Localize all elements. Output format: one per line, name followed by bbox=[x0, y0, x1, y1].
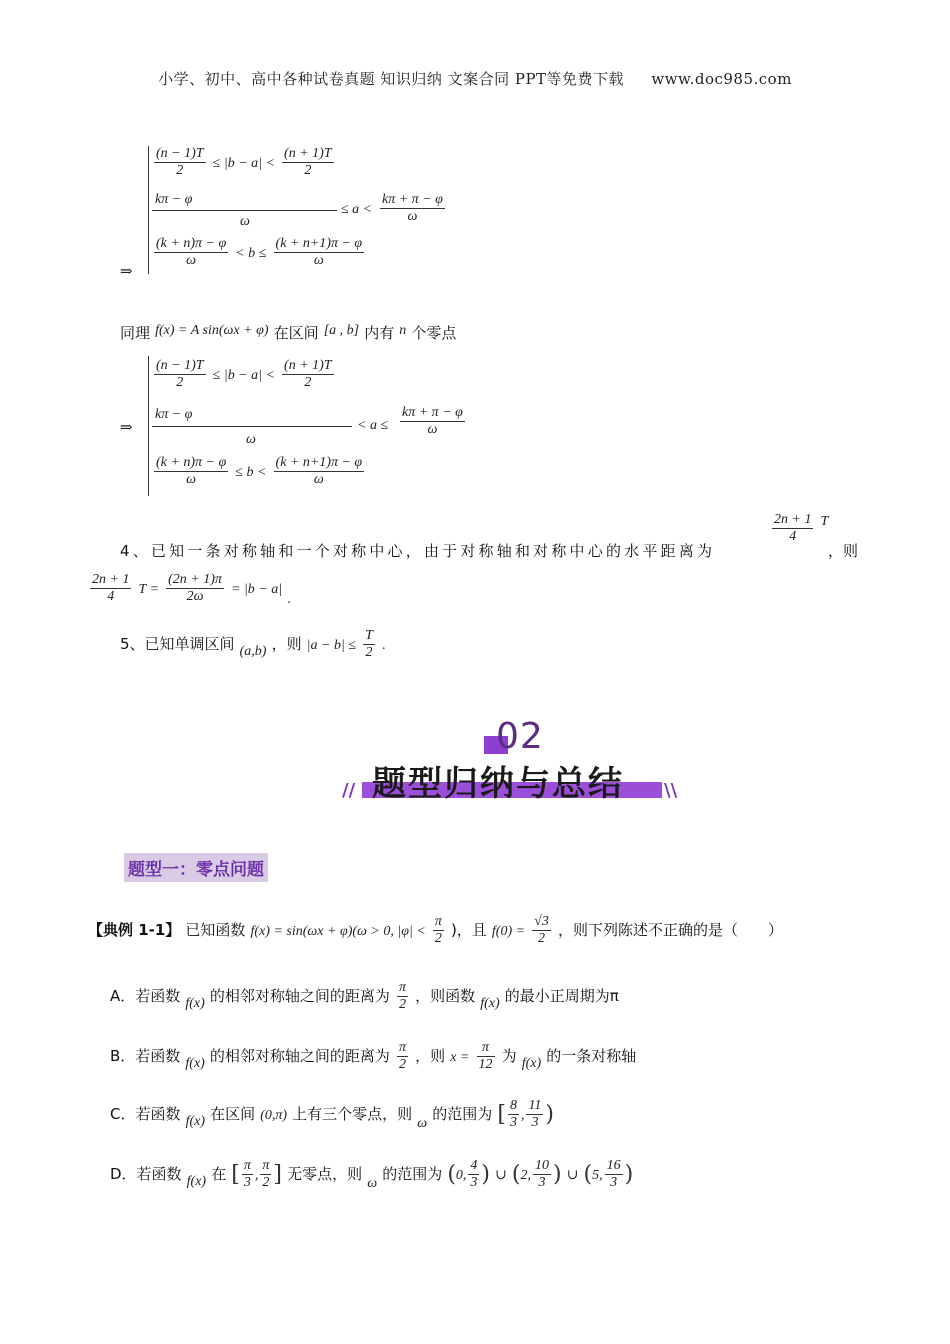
union-symbol: ∪ bbox=[566, 1168, 579, 1183]
interval: (a,b) bbox=[239, 644, 267, 659]
variable: ω bbox=[417, 1116, 428, 1131]
relation: < b ≤ bbox=[235, 246, 267, 261]
text: 的相邻对称轴之间的距离为 bbox=[209, 987, 390, 1005]
frac-num: (k + n)π − φ bbox=[156, 236, 227, 251]
text: ，则 bbox=[271, 635, 302, 653]
implies-arrow: ⇒ bbox=[120, 264, 133, 280]
row-2-num-a: kπ − φ bbox=[155, 192, 193, 207]
frac-den: 2 bbox=[304, 163, 312, 178]
frac-den: 2 bbox=[538, 931, 546, 946]
implies-arrow: ⇒ bbox=[120, 420, 133, 436]
frac-den: ω bbox=[427, 422, 438, 437]
row-2-den-a: ω bbox=[246, 432, 256, 447]
option-label: C．若函数 bbox=[110, 1105, 181, 1123]
frac-num: 2n + 1 bbox=[774, 512, 812, 527]
relation: = |b − a| bbox=[231, 582, 283, 597]
text: 同理 bbox=[120, 324, 151, 342]
frac-num: (n − 1)T bbox=[156, 146, 204, 161]
text: 内有 bbox=[364, 324, 395, 342]
text: 无零点，则 bbox=[287, 1165, 363, 1183]
brace-left bbox=[148, 146, 149, 274]
frac-num: √3 bbox=[534, 914, 549, 929]
text: ，则 bbox=[415, 1047, 446, 1065]
frac-num: π bbox=[477, 1040, 495, 1057]
frac-den: 3 bbox=[531, 1115, 539, 1130]
frac-num: 2n + 1 bbox=[92, 572, 130, 587]
period: . bbox=[287, 592, 291, 607]
frac-num: 10 bbox=[535, 1158, 550, 1173]
header-site: www.doc985.com bbox=[651, 70, 792, 88]
frac-num: 16 bbox=[606, 1158, 621, 1173]
formula: f(x) bbox=[185, 1056, 205, 1071]
row-1 bbox=[152, 146, 336, 179]
frac-num: (k + n)π − φ bbox=[156, 455, 227, 470]
item-5 bbox=[120, 628, 385, 661]
text: 的一条对称轴 bbox=[546, 1047, 637, 1065]
frac-den: 2 bbox=[262, 1175, 270, 1190]
frac-line bbox=[152, 426, 352, 427]
option-b[interactable] bbox=[110, 1040, 636, 1073]
formula: f(x) = A sin(ωx + φ) bbox=[155, 323, 269, 338]
frac-num: T bbox=[365, 628, 373, 643]
item-4-frac bbox=[770, 512, 828, 545]
text: 为 bbox=[501, 1047, 517, 1065]
frac-num: 11 bbox=[528, 1098, 542, 1113]
frac-num: 4 bbox=[470, 1158, 478, 1173]
slash-decoration-left: // bbox=[342, 780, 356, 801]
option-label: A．若函数 bbox=[110, 987, 181, 1005]
frac-num: π bbox=[399, 980, 407, 995]
example-label: 【典例 1-1】 bbox=[88, 921, 181, 939]
text: 个零点 bbox=[411, 324, 457, 342]
text: 在 bbox=[211, 1165, 227, 1183]
frac-den: 3 bbox=[243, 1175, 251, 1190]
item-4-equation bbox=[88, 572, 291, 608]
interval: (0,π) bbox=[260, 1108, 288, 1123]
relation: ≤ |b − a| < bbox=[212, 156, 275, 171]
frac-den: 2 bbox=[365, 645, 373, 660]
relation: |a − b| ≤ bbox=[306, 638, 356, 653]
interval-start: 0, bbox=[455, 1168, 467, 1183]
option-label: D．若函数 bbox=[110, 1165, 182, 1183]
frac-den: 3 bbox=[610, 1175, 618, 1190]
section-title: 题型归纳与总结 bbox=[372, 764, 624, 804]
row-2-relation: < a ≤ bbox=[357, 418, 389, 433]
item-4-then: ，则 bbox=[828, 542, 859, 560]
option-label: B．若函数 bbox=[110, 1047, 181, 1065]
row-3 bbox=[152, 455, 366, 488]
variable: T bbox=[820, 514, 829, 529]
period: . bbox=[381, 638, 386, 653]
formula: f(x) bbox=[185, 996, 205, 1011]
row-2-relation: ≤ a < bbox=[341, 202, 373, 217]
text: 的范围为 bbox=[382, 1165, 443, 1183]
frac-num: (n − 1)T bbox=[156, 358, 204, 373]
formula: x = bbox=[450, 1050, 470, 1065]
text: ，则下列陈述不正确的是（ ） bbox=[557, 921, 783, 939]
interval-start: 2, bbox=[520, 1168, 532, 1183]
topic-badge: 题型一：零点问题 bbox=[124, 853, 268, 882]
frac-den: ω bbox=[186, 253, 197, 268]
interval: [a , b] bbox=[323, 323, 360, 338]
section-number: 02 bbox=[496, 716, 544, 757]
frac-den: 2 bbox=[399, 1057, 407, 1072]
text: 5、已知单调区间 bbox=[120, 635, 235, 653]
frac-den: 4 bbox=[789, 529, 797, 544]
row-2-num-a: kπ − φ bbox=[155, 407, 193, 422]
brace-left bbox=[148, 356, 149, 496]
formula: f(x) bbox=[480, 996, 500, 1011]
text: )，且 bbox=[450, 921, 487, 939]
text: 的范围为 bbox=[432, 1105, 493, 1123]
frac-num: kπ + π − φ bbox=[382, 192, 443, 207]
frac-line bbox=[152, 210, 337, 211]
frac-num: π bbox=[243, 1158, 251, 1173]
frac-den: 4 bbox=[107, 589, 115, 604]
formula: f(x) bbox=[521, 1056, 542, 1071]
text: 在区间 bbox=[210, 1105, 256, 1123]
frac-num: (n + 1)T bbox=[284, 146, 332, 161]
option-d[interactable]: D．若函数 f(x) 在 [ $\frac{\pi}{3}$ , $\frac{\pi}{2}$ ] 无零点，则 ω 的范围为 (0, $\frac{4}{3}$ ) ∪ (2, $\frac{10}{3}$ ) ∪ (5, $\frac{16}{3}$ ) bbox=[110, 1158, 634, 1191]
frac-den: 2 bbox=[399, 997, 406, 1012]
frac-num: π bbox=[399, 1040, 407, 1055]
relation: ≤ b < bbox=[235, 465, 267, 480]
frac-num: (2n + 1)π bbox=[168, 572, 222, 587]
text: 的相邻对称轴之间的距离为 bbox=[209, 1047, 390, 1065]
slash-decoration-right: \\ bbox=[664, 780, 678, 801]
frac-den: ω bbox=[186, 472, 197, 487]
interval-start: 5, bbox=[592, 1168, 603, 1183]
relation: ≤ |b − a| < bbox=[212, 368, 275, 383]
frac-num: 8 bbox=[509, 1098, 517, 1113]
frac-den: 2 bbox=[176, 375, 184, 390]
similarly-line bbox=[120, 322, 456, 343]
formula: f(x) bbox=[186, 1174, 207, 1189]
variable: n bbox=[399, 323, 407, 338]
frac-num: kπ + π − φ bbox=[402, 405, 463, 420]
frac-den: 12 bbox=[478, 1057, 493, 1072]
variable: ω bbox=[367, 1176, 378, 1191]
formula: f(x) = sin(ωx + φ)(ω > 0, |φ| < bbox=[250, 924, 426, 939]
row-3 bbox=[152, 236, 366, 269]
item-4-text: 4、已知一条对称轴和一个对称中心，由于对称轴和对称中心的水平距离为 bbox=[120, 542, 716, 560]
frac-num: π bbox=[434, 914, 442, 929]
text: 上有三个零点，则 bbox=[292, 1105, 413, 1123]
relation: T = bbox=[138, 582, 160, 597]
option-c[interactable]: C．若函数 f(x) 在区间 (0,π) 上有三个零点，则 ω 的范围为 [ $\frac{8}{3}$ , $\frac{11}{3}$ ) bbox=[110, 1098, 555, 1131]
text: 在区间 bbox=[273, 324, 319, 342]
frac-den: ω bbox=[407, 209, 418, 224]
frac-num: (k + n+1)π − φ bbox=[275, 236, 363, 251]
frac-den: 2ω bbox=[186, 589, 204, 604]
text: 已知函数 bbox=[185, 921, 246, 939]
frac-den: 3 bbox=[470, 1175, 478, 1190]
formula: f(x) bbox=[185, 1114, 206, 1129]
frac-den: 2 bbox=[176, 163, 184, 178]
frac-num: (n + 1)T bbox=[284, 358, 332, 373]
frac-den: ω bbox=[313, 472, 324, 487]
row-2-frac-b bbox=[398, 405, 467, 438]
text: ，则函数 bbox=[415, 987, 476, 1005]
frac-num: (k + n+1)π − φ bbox=[275, 455, 363, 470]
page-header bbox=[0, 68, 950, 89]
frac-den: 3 bbox=[509, 1115, 517, 1130]
option-a[interactable] bbox=[110, 980, 619, 1013]
frac-den: ω bbox=[313, 253, 324, 268]
row-2-frac-b bbox=[378, 192, 447, 225]
union-symbol: ∪ bbox=[495, 1168, 507, 1183]
frac-den: 2 bbox=[434, 931, 442, 946]
row-1 bbox=[152, 358, 336, 391]
text: 的最小正周期为π bbox=[504, 987, 619, 1005]
formula: f(0) = bbox=[491, 924, 526, 939]
frac-den: 3 bbox=[538, 1175, 546, 1190]
header-text: 小学、初中、高中各种试卷真题 知识归纳 文案合同 PPT等免费下载 bbox=[158, 70, 625, 88]
example-1-1 bbox=[88, 914, 783, 947]
frac-num: π bbox=[262, 1158, 270, 1173]
frac-den: 2 bbox=[304, 375, 312, 390]
row-2-den-a: ω bbox=[240, 214, 250, 229]
